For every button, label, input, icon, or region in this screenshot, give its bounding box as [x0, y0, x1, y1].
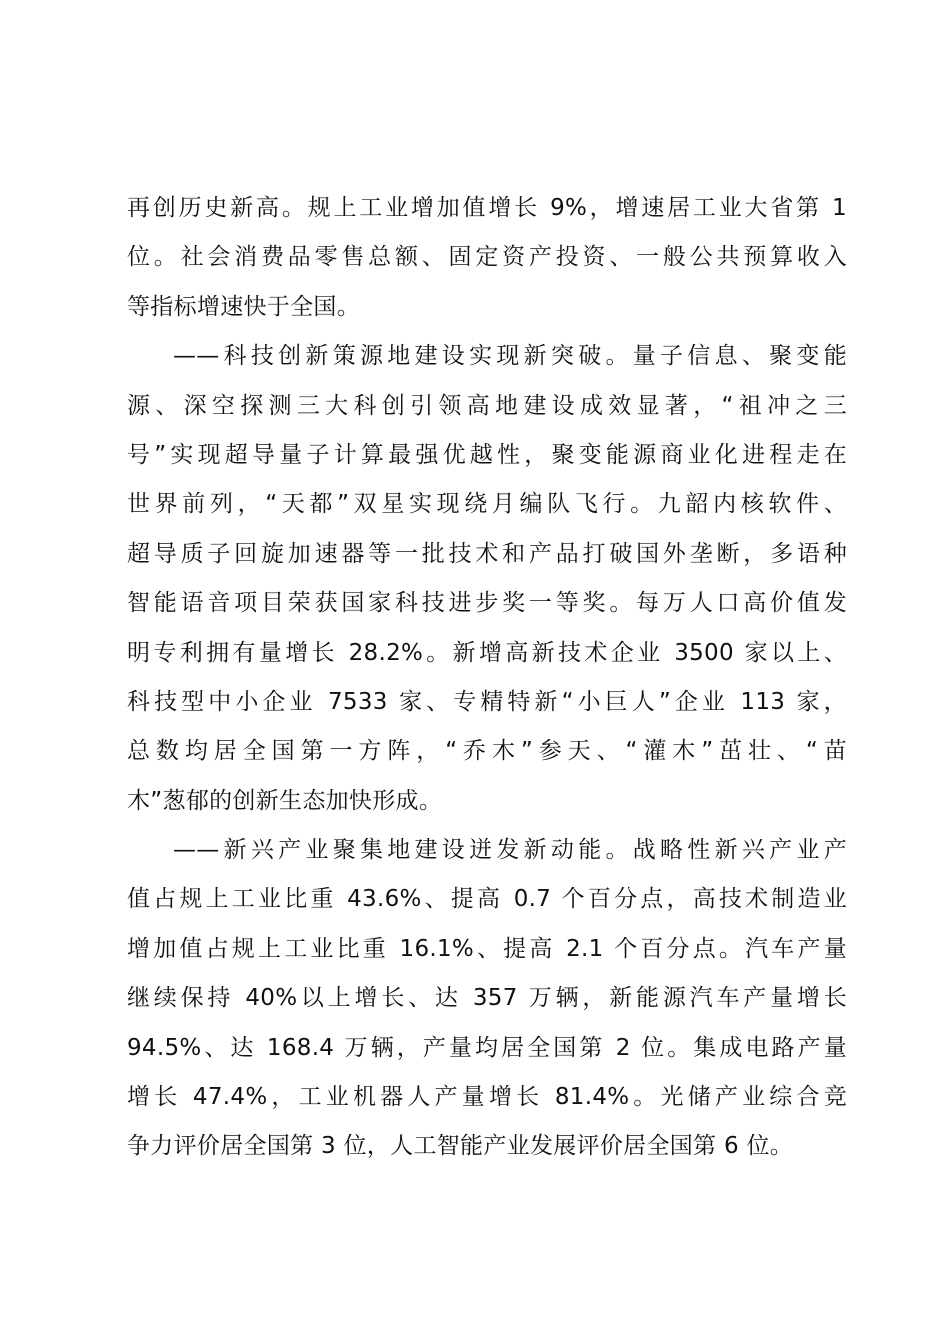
text-line: ——科技创新策源地建设实现新突破。量子信息、聚变能: [173, 343, 847, 370]
text-line: 增加值占规上工业比重 16.1%、提高 2.1 个百分点。汽车产量: [127, 935, 847, 962]
text-line: 世界前列，“天都”双星实现绕月编队飞行。九韶内核软件、: [127, 491, 847, 518]
text-line: 增长 47.4%，工业机器人产量增长 81.4%。光储产业综合竞: [127, 1084, 847, 1111]
text-line: 号”实现超导量子计算最强优越性，聚变能源商业化进程走在: [127, 441, 847, 468]
text-line: 争力评价居全国第 3 位，人工智能产业发展评价居全国第 6 位。: [127, 1133, 794, 1160]
text-line: 科技型中小企业 7533 家、专精特新“小巨人”企业 113 家，: [127, 688, 847, 715]
text-line: ——新兴产业聚集地建设迸发新动能。战略性新兴产业产: [173, 837, 847, 864]
text-line: 值占规上工业比重 43.6%、提高 0.7 个百分点，高技术制造业: [127, 886, 847, 913]
text-line: 再创历史新高。规上工业增加值增长 9%，增速居工业大省第 1: [127, 195, 847, 221]
text-line: 94.5%、达 168.4 万辆，产量均居全国第 2 位。集成电路产量: [127, 1034, 847, 1061]
paragraph-tech-innovation: [127, 332, 847, 826]
text-line: 智能语音项目荣获国家科技进步奖一等奖。每万人口高价值发: [127, 590, 847, 617]
text-line: 总数均居全国第一方阵，“乔木”参天、“灌木”茁壮、“苗: [127, 738, 847, 765]
body-text: [127, 184, 847, 1172]
paragraph-economy: [127, 184, 847, 332]
text-line: 等指标增速快于全国。: [127, 293, 360, 320]
text-line: 位。社会消费品零售总额、固定资产投资、一般公共预算收入: [127, 244, 847, 271]
paragraph-emerging-industry: [127, 826, 847, 1172]
text-line: 明专利拥有量增长 28.2%。新增高新技术企业 3500 家以上、: [127, 639, 847, 666]
text-line: 源、深空探测三大科创引领高地建设成效显著，“祖冲之三: [127, 392, 847, 419]
text-line: 继续保持 40%以上增长、达 357 万辆，新能源汽车产量增长: [127, 985, 847, 1012]
text-line: 超导质子回旋加速器等一批技术和产品打破国外垄断，多语种: [127, 540, 847, 567]
text-line: 木”葱郁的创新生态加快形成。: [127, 787, 443, 814]
